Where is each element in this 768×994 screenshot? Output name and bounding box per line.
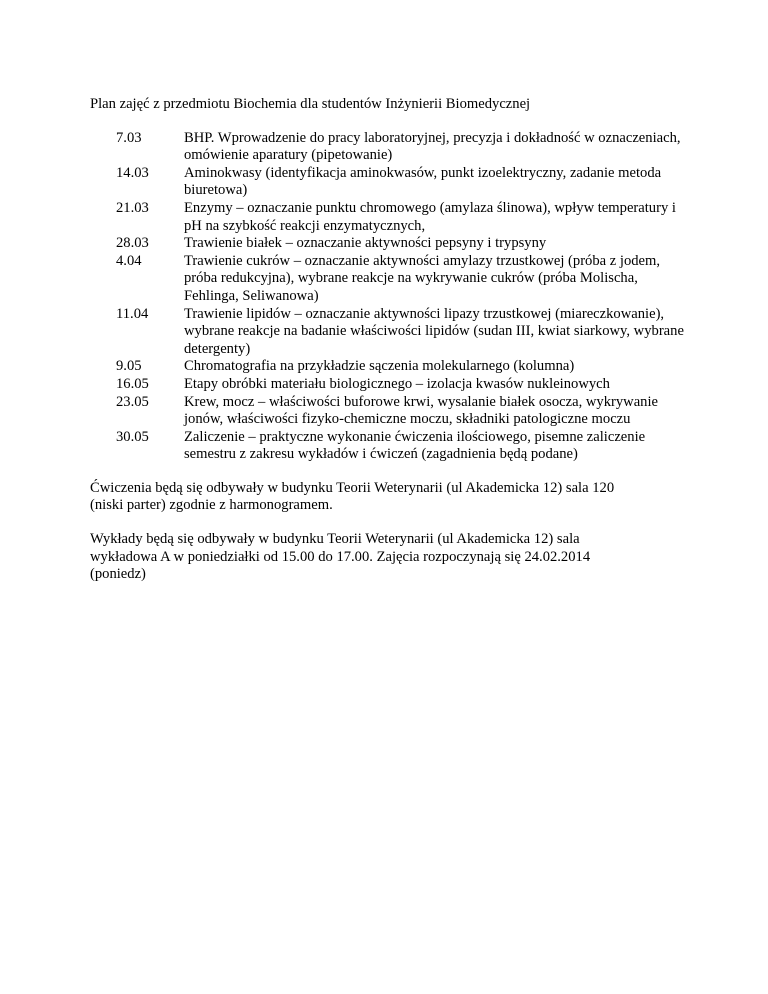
schedule-topic: BHP. Wprowadzenie do pracy laboratoryjnej, precyzja i dokładność w oznaczeniach, omówienie aparatury (pipetowanie) (184, 129, 681, 164)
schedule-date: 7.03 (116, 129, 142, 146)
schedule-row (90, 358, 690, 376)
schedule-row (90, 235, 690, 253)
schedule-row (90, 253, 690, 306)
schedule-date: 11.04 (116, 305, 149, 322)
schedule-date: 23.05 (116, 393, 149, 410)
schedule-topic: Trawienie cukrów – oznaczanie aktywności amylazy trzustkowej (próba z jodem, próba redukcyjna), wybrane reakcje na wykrywanie cukrów (próba Molischa, Fehlinga, Seliwanowa) (184, 252, 661, 304)
schedule-topic: Chromatografia na przykładzie sączenia molekularnego (kolumna) (184, 358, 575, 375)
schedule-date: 21.03 (116, 199, 149, 216)
schedule-topic: Krew, mocz – właściwości buforowe krwi, wysalanie białek osocza, wykrywanie jonów, właściwości fizyko-chemiczne moczu, składniki patologiczne moczu (184, 393, 659, 428)
schedule-date: 30.05 (116, 428, 149, 445)
schedule-row (90, 165, 690, 200)
schedule-row (90, 376, 690, 394)
schedule-topic: Trawienie białek – oznaczanie aktywności pepsyny i trypsyny (184, 235, 547, 252)
schedule-row (90, 130, 690, 165)
schedule-row (90, 306, 690, 359)
schedule-row (90, 200, 690, 235)
schedule-date: 4.04 (116, 252, 142, 269)
schedule-topic: Aminokwasy (identyfikacja aminokwasów, punkt izoelektryczny, zadanie metoda biuretowa) (184, 164, 662, 199)
schedule-list (90, 130, 690, 464)
schedule-row (90, 429, 690, 464)
schedule-row (90, 394, 690, 429)
schedule-date: 9.05 (116, 358, 142, 375)
schedule-topic: Zaliczenie – praktyczne wykonanie ćwiczenia ilościowego, pisemne zaliczenie semestru z zakresu wykładów i ćwiczeń (zagadnienia będą podane) (184, 428, 646, 463)
schedule-topic: Etapy obróbki materiału biologicznego – izolacja kwasów nukleinowych (184, 375, 610, 392)
schedule-date: 16.05 (116, 375, 149, 392)
exercises-note: Ćwiczenia będą się odbywały w budynku Teorii Weterynarii (ul Akademicka 12) sala 120 (niski parter) zgodnie z harmonogramem. (90, 479, 615, 514)
schedule-date: 28.03 (116, 235, 149, 252)
schedule-topic: Trawienie lipidów – oznaczanie aktywności lipazy trzustkowej (miareczkowanie), wybrane reakcje na badanie właściwości lipidów (sudan III, kwiat siarkowy, wybrane detergenty) (184, 305, 684, 357)
lectures-note: Wykłady będą się odbywały w budynku Teorii Weterynarii (ul Akademicka 12) sala wykładowa A w poniedziałki od 15.00 do 17.00. Zajęcia rozpoczynają się 24.02.2014 (poniedz) (90, 531, 591, 583)
document-title: Plan zajęć z przedmiotu Biochemia dla studentów Inżynierii Biomedycznej (90, 96, 531, 112)
document-page (90, 96, 690, 600)
schedule-date: 14.03 (116, 164, 149, 181)
schedule-topic: Enzymy – oznaczanie punktu chromowego (amylaza ślinowa), wpływ temperatury i pH na szybkość reakcji enzymatycznych, (184, 199, 676, 234)
